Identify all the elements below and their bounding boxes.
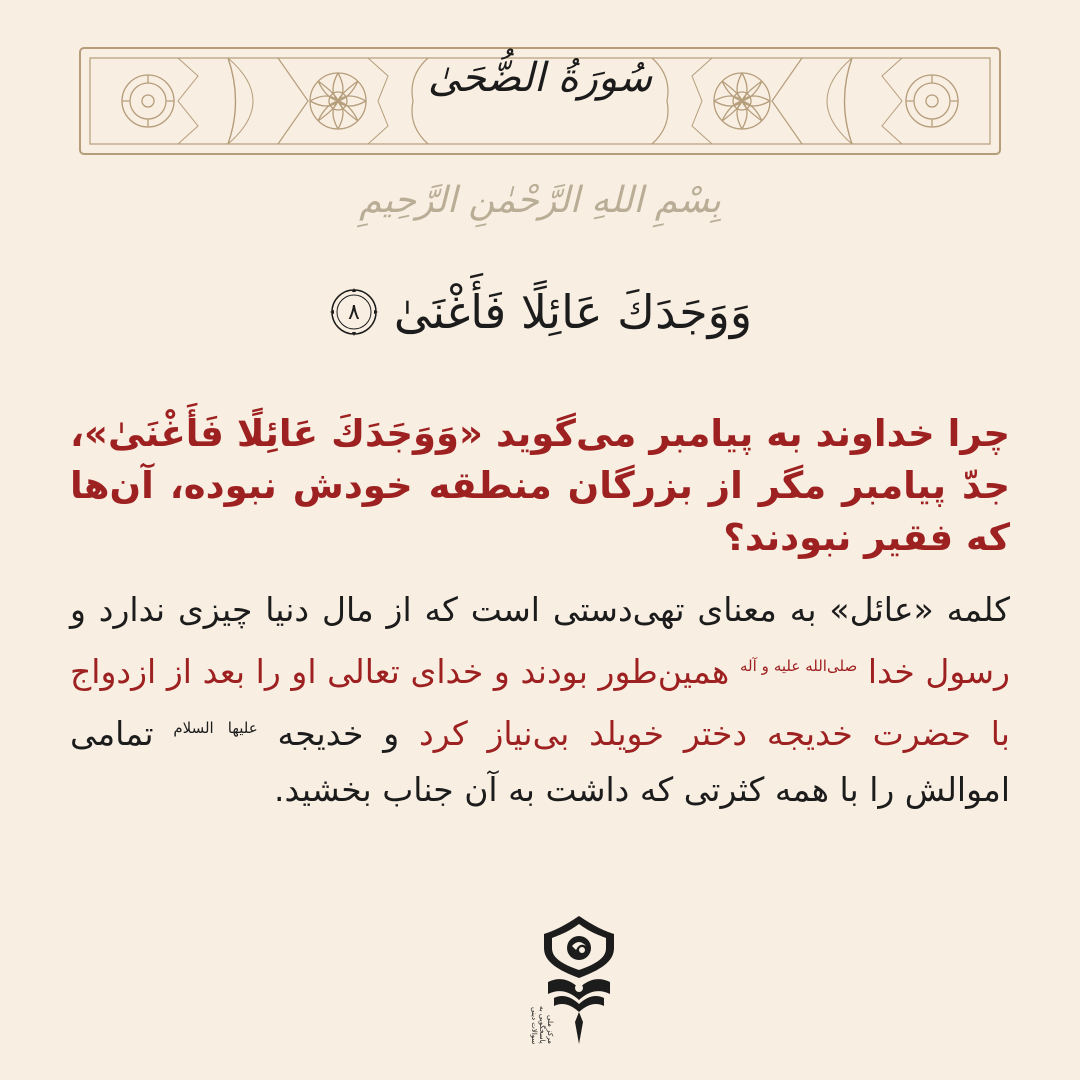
answer-part-3: همین‌طور بودند و خدای تعالی او را بعد از ازدواج با حضرت خدیجه دختر خویلد بی‌نیاز کرد — [70, 652, 1010, 753]
verse-number: ٨ — [348, 299, 360, 325]
honorific-prophet: صلی‌الله علیه و آله — [739, 657, 858, 675]
verse-row — [0, 272, 1080, 352]
question-text: چرا خداوند به پیامبر می‌گوید «وَوَجَدَكَ عَائِلًا فَأَغْنَىٰ»، جدّ پیامبر مگر از بزرگان منطقه خودش نبوده، آن‌ها که فقیر نبودند؟ — [70, 412, 1010, 559]
honorific-khadija: علیها السلام — [173, 719, 258, 737]
answer-part-4: و خدیجه — [277, 714, 400, 753]
surah-title: سُورَةُ الضُّحَىٰ — [427, 55, 653, 101]
answer-part-5: تمامی اموالش را با همه کثرتی که داشت به آن جناب بخشید. — [70, 714, 1010, 809]
answer-messenger: رسول خدا — [867, 652, 1010, 691]
answer-paragraph — [70, 582, 1010, 818]
answer-part-2 — [70, 652, 1010, 753]
answer-part-1: کلمه «عائل» به معنای تهی‌دستی است که از مال دنیا چیزی ندارد و — [70, 590, 1010, 629]
verse-text: وَوَجَدَكَ عَائِلًا فَأَغْنَىٰ — [393, 285, 753, 339]
logo-caption: مرکز ملی پاسخگویی به سوالات دینی — [530, 1006, 554, 1044]
basmala: بِسْمِ اللهِ الرَّحْمٰنِ الرَّحِيمِ — [359, 180, 721, 221]
verse-number-badge — [328, 286, 380, 338]
